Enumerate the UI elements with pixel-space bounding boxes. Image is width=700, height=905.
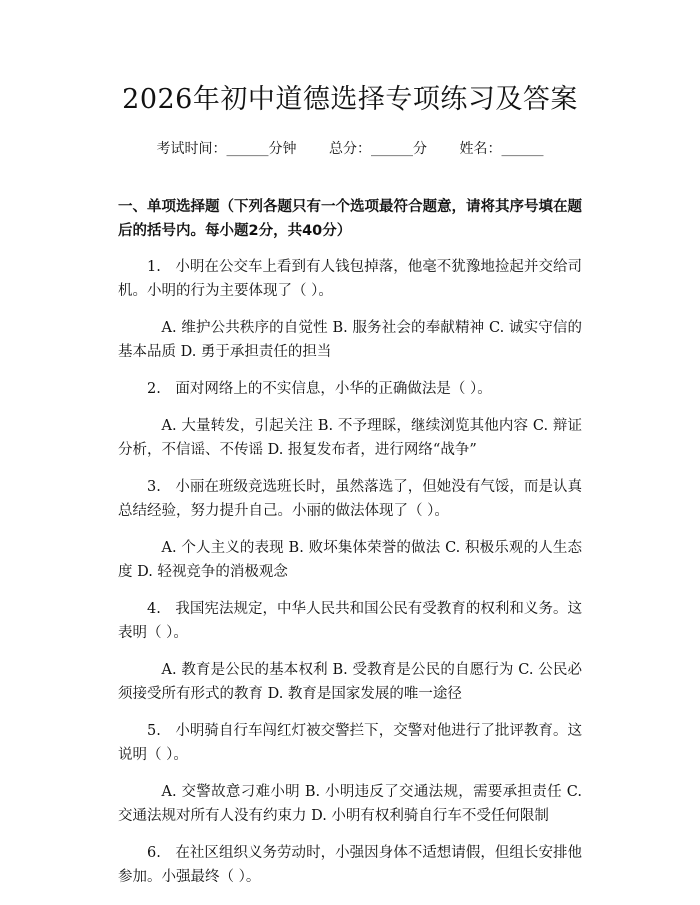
exam-score: 总分：______分 [329, 141, 427, 157]
question-stem: 4. 我国宪法规定，中华人民共和国公民有受教育的权利和义务。这表明（ ）。 [118, 601, 582, 641]
question-stem: 1. 小明在公交车上看到有人钱包掉落，他毫不犹豫地捡起并交给司机。小明的行为主要体现了（ ）。 [118, 259, 582, 299]
student-name: 姓名：______ [459, 141, 544, 157]
question-stem: 6. 在社区组织义务劳动时，小强因身体不适想请假，但组长安排他参加。小强最终（ ）。 [118, 845, 582, 885]
document-title: 2026年初中道德选择专项练习及答案 [122, 84, 578, 115]
exam-meta [118, 139, 582, 159]
question-stem: 5. 小明骑自行车闯红灯被交警拦下，交警对他进行了批评教育。这说明（ ）。 [118, 723, 582, 763]
question-stem: 2. 面对网络上的不实信息，小华的正确做法是（ ）。 [147, 381, 492, 397]
question-options: A. 维护公共秩序的自觉性 B. 服务社会的奉献精神 C. 诚实守信的基本品质 D. 勇于承担责任的担当 [118, 320, 582, 360]
question-stem: 3. 小丽在班级竞选班长时，虽然落选了，但她没有气馁，而是认真总结经验，努力提升自己。小丽的做法体现了（ ）。 [118, 479, 582, 519]
question-options: A. 大量转发，引起关注 B. 不予理睬，继续浏览其他内容 C. 辩证分析，不信谣、不传谣 D. 报复发布者，进行网络“战争” [118, 418, 582, 458]
question-options: A. 教育是公民的基本权利 B. 受教育是公民的自愿行为 C. 公民必须接受所有形式的教育 D. 教育是国家发展的唯一途径 [118, 662, 582, 702]
question-options: A. 个人主义的表现 B. 败坏集体荣誉的做法 C. 积极乐观的人生态度 D. 轻视竞争的消极观念 [118, 540, 582, 580]
exam-time: 考试时间：______分钟 [156, 141, 297, 157]
section-heading: 一、单项选择题（下列各题只有一个选项最符合题意，请将其序号填在题后的括号内。每小题2分，共40分） [118, 199, 582, 239]
question-options: A. 交警故意刁难小明 B. 小明违反了交通法规，需要承担责任 C. 交通法规对所有人没有约束力 D. 小明有权利骑自行车不受任何限制 [118, 784, 582, 824]
